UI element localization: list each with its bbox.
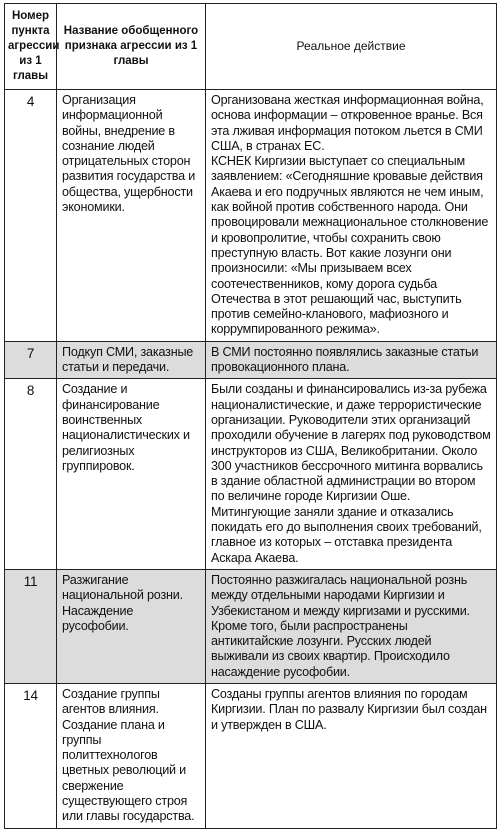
table-row — [5, 379, 497, 570]
header-number: Номер пункта агрессии из 1 главы — [5, 4, 57, 90]
table-row — [5, 683, 497, 828]
header-action: Реальное действие — [206, 4, 497, 90]
table-row — [5, 569, 497, 683]
table-row — [5, 90, 497, 342]
row-number: 7 — [5, 341, 57, 379]
header-feature: Название обобщенного признака агрессии из 1 главы — [57, 4, 206, 90]
row-feature: Создание группы агентов влияния. Создание плана и группы политтехнологов цветных революций и свержение существующего строя или главы государства. — [57, 683, 206, 828]
row-action: Были созданы и финансировались из-за рубежа националистические, и даже террористические организации. Руководители этих организаций проходили обучение в лагерях под руководством инструкторов из США, Великобритании. Около 300 участников бессрочного митинга ворвались в здание областной администрации во втором по величине городе Киргизии Оше. Митингующие заняли здание и отказались покидать его до выполнения своих требований, главное из которых – отставка президента Аскара Акаева. — [206, 379, 497, 570]
row-action: Организована жесткая информационная война, основа информации – откровенное вранье. Вся эта лживая информация потоком льется в СМИ США, в странах ЕС. КСНЕК Киргизии выступает со специальным заявлением: «Сегодняшние кровавые действия Акаева и его подручных являются не чем иным, как войной против собственного народа. Они провоцировали межнациональное столкновение и кровопролитие, чтобы сохранить свою преступную власть. Вот какие лозунги они произносили: «Мы призываем всех соотечественников, кому дорога судьба Отечества в этот решающий час, выступить против семейно-кланового, мафиозного и коррумпированного режима». — [206, 90, 497, 342]
row-feature: Подкуп СМИ, заказные статьи и передачи. — [57, 341, 206, 379]
row-feature: Разжигание национальной розни. Насаждение русофобии. — [57, 569, 206, 683]
table-row — [5, 341, 497, 379]
row-action: Постоянно разжигалась национальной рознь между отдельными народами Киргизии и Узбекистаном и между киргизами и русскими. Кроме того, были распространены антикитайские лозунги. Русских людей выживали из своих квартир. Происходило насаждение русофобии. — [206, 569, 497, 683]
row-action: Созданы группы агентов влияния по городам Киргизии. План по развалу Киргизии был создан и утвержден в США. — [206, 683, 497, 828]
row-feature: Организация информационной войны, внедрение в сознание людей отрицательных сторон развития государства и общества, ущербности экономики. — [57, 90, 206, 342]
header-row — [5, 4, 497, 90]
row-number: 11 — [5, 569, 57, 683]
aggression-table — [4, 3, 497, 829]
row-number: 8 — [5, 379, 57, 570]
row-feature: Создание и финансирование воинственных националистических и религиозных группировок. — [57, 379, 206, 570]
row-action: В СМИ постоянно появлялись заказные статьи провокационного плана. — [206, 341, 497, 379]
row-number: 14 — [5, 683, 57, 828]
row-number: 4 — [5, 90, 57, 342]
